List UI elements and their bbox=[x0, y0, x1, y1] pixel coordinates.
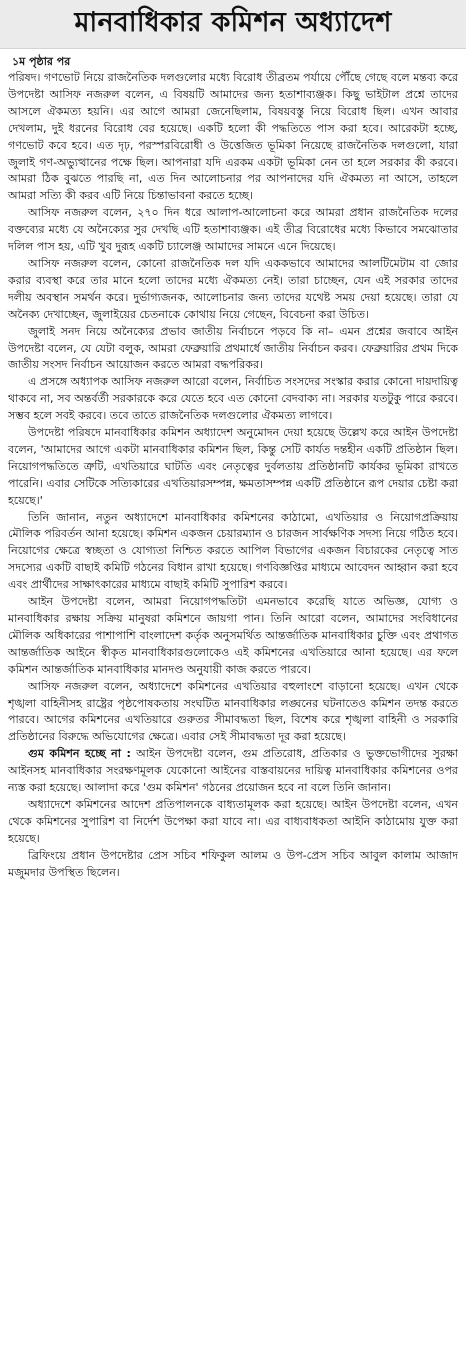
headline: মানবাধিকার কমিশন অধ্যাদেশ bbox=[74, 6, 392, 38]
subheading: গুম কমিশন হচ্ছে না : bbox=[28, 747, 131, 761]
paragraph: অধ্যাদেশে কমিশনের আদেশ প্রতিপালনকে বাধ্যতামূলক করা হয়েছে। আইন উপদেষ্টা বলেন, এখন থেকে কমিশনের সুপারিশ বা নির্দেশ উপেক্ষা করা যাবে না। এর বাধ্যবাধকতা আইনি কাঠামোয় যুক্ত করা হয়েছে। bbox=[8, 797, 458, 845]
paragraph: পরিষদ। গণভোট নিয়ে রাজনৈতিক দলগুলোর মধ্যে বিরোধ তীব্রতম পর্যায়ে পৌঁছে গেছে বলে মন্তব্য করে উপদেষ্টা আসিফ নজরুল বলেন, এ বিষয়টি আমাদের জন্য হতাশাব্যঞ্জক। কিছু ভাইটাল প্রশ্নে তাদের আসলে ঐকমত্য হয়নি। এর আগে আমরা জেনেছিলাম, বিষয়বস্তু নিয়ে বিরোধ ছিল। এখন আবার দেখলাম, দুই ধরনের বিরোধ বের হয়েছে। একটি হলো কী পদ্ধতিতে পাস করা হবে। আরেকটা হচ্ছে, গণভোট কবে হবে। এত দৃঢ়, পরস্পরবিরোধী ও উত্তেজিত ভূমিকা নিয়েছে রাজনৈতিক দলগুলো, যারা জুলাই গণ-অভ্যুত্থানের পক্ষে ছিল। আপনারা যদি এরকম একটা ভূমিকা নেন তা হলে সরকার কী করবে। আমরা ঠিক বুঝতে পারছি না, এত দিন আলোচনার পর আপনাদের যদি ঐকমত্য না আসে, তাহলে আমরা সত্যি কী করব এটি নিয়ে চিন্তাভাবনা করতে হচ্ছে। bbox=[8, 71, 458, 203]
paragraph: জুলাই সনদ নিয়ে অনৈক্যের প্রভাব জাতীয় নির্বাচনে পড়বে কি না– এমন প্রশ্নের জবাবে আইন উপদেষ্টা বলেন, যে যেটা বলুক, আমরা ফেব্রুয়ারি প্রথমার্ধে জাতীয় নির্বাচন করব। ফেব্রুয়ারির প্রথম দিকে জাতীয় সংসদ নির্বাচন আয়োজন করতে আমরা বদ্ধপরিকর। bbox=[8, 324, 458, 372]
paragraph: আসিফ নজরুল বলেন, ২৭০ দিন ধরে আলাপ-আলোচনা করে আমরা প্রধান রাজনৈতিক দলের বক্তব্যের মধ্যে যে অনৈক্যের সুর দেখছি এটি হতাশাব্যঞ্জক। এই তীব্র বিরোধের মধ্যে কিভাবে সমঝোতার দলিল পাস হয়, এটি খুব দুরূহ একটি চ্যালেঞ্জ আমাদের সামনে এনে দিয়েছে। bbox=[8, 206, 458, 254]
paragraph: আসিফ নজরুল বলেন, কোনো রাজনৈতিক দল যদি এককভাবে আমাদের আলটিমেটাম বা জোর করার ব্যবস্থা করে তার মানে হলো তাদের মধ্যে ঐকমত্য নেই। তারা চাচ্ছেন, যেন এই সরকার তাদের দলীয় অবস্থান সমর্থন করে। দুর্ভাগ্যজনক, আলোচনার জন্য তাদের যথেষ্ট সময় দেয়া হয়েছে। তারা যে অনৈক্য দেখাচ্ছেন, জুলাইয়ের চেতনাকে কোথায় নিয়ে গেছেন, বিবেচনা করা উচিত। bbox=[8, 256, 458, 321]
paragraph: আইন উপদেষ্টা বলেন, আমরা নিয়োগপদ্ধতিটা এমনভাবে করেছি যাতে অভিজ্ঞ, যোগ্য ও মানবাধিকার রক্ষায় সক্রিয় মানুষরা কমিশনে জায়গা পান। তিনি আরো বলেন, আমাদের সংবিধানের মৌলিক অধিকারের পাশাপাশি বাংলাদেশ কর্তৃক অনুসমর্থিত আন্তর্জাতিক মানবাধিকার চুক্তি এবং প্রথাগত আন্তর্জাতিক আইনে স্বীকৃত মানবাধিকারগুলোকেও এই কমিশনের এখতিয়ারে আনা হয়েছে। এর ফলে কমিশন আন্তর্জাতিক মানবাধিকার মানদণ্ড অনুযায়ী কাজ করতে পারবে। bbox=[8, 595, 458, 676]
paragraph: উপদেষ্টা পরিষদে মানবাধিকার কমিশন অধ্যাদেশ অনুমোদন দেয়া হয়েছে উল্লেখ করে আইন উপদেষ্টা বলেন, 'আমাদের আগে একটা মানবাধিকার কমিশন ছিল, কিন্তু সেটি কার্যত দন্তহীন একটি প্রতিষ্ঠান ছিল। নিয়োগপদ্ধতিতে ত্রুটি, এখতিয়ারে ঘাটতি এবং নেতৃত্বের দুর্বলতায় প্রতিষ্ঠানটি কার্যকর ভূমিকা রাখতে পারেনি। এবার সেটিকে সত্যিকারের এখতিয়ারসম্পন্ন, ক্ষমতাসম্পন্ন একটি প্রতিষ্ঠানে রূপ দেয়ার চেষ্টা করা হয়েছে।' bbox=[8, 426, 458, 507]
article-body bbox=[8, 70, 458, 882]
paragraph: তিনি জানান, নতুন অধ্যাদেশে মানবাধিকার কমিশনের কাঠামো, এখতিয়ার ও নিয়োগপ্রক্রিয়ায় মৌলিক পরিবর্তন আনা হয়েছে। কমিশন একজন চেয়ারম্যান ও চারজন সার্বক্ষণিক সদস্য নিয়ে গঠিত হবে। নিয়োগের ক্ষেত্রে স্বচ্ছতা ও যোগ্যতা নিশ্চিত করতে আপিল বিভাগের একজন বিচারকের নেতৃত্বে সাত সদস্যের একটি বাছাই কমিটি গঠনের বিধান রাখা হয়েছে। গণবিজ্ঞপ্তির মাধ্যমে আবেদন আহ্বান করা হবে এবং প্রার্থীদের সাক্ষাৎকারের মাধ্যমে বাছাই কমিটি সুপারিশ করবে। bbox=[8, 510, 458, 592]
paragraph-text: আইন উপদেষ্টা বলেন, গুম প্রতিরোধ, প্রতিকার ও ভুক্তভোগীদের সুরক্ষা আইনসহ মানবাধিকার সংরক্ষণমূলক যেকোনো আইনের বাস্তবায়নের দায়িত্ব মানবাধিকার কমিশনের ওপর ন্যস্ত করা হয়েছে। আলাদা করে 'গুম কমিশন' গঠনের প্রয়োজন হবে না বলে তিনি জানান। bbox=[8, 747, 458, 795]
paragraph: আসিফ নজরুল বলেন, অধ্যাদেশে কমিশনের এখতিয়ার বহুলাংশে বাড়ানো হয়েছে। এখন থেকে শৃঙ্খলা বাহিনীসহ রাষ্ট্রের পৃষ্ঠপোষকতায় সংঘটিত মানবাধিকার লঙ্ঘনের ঘটনাতেও কমিশন তদন্ত করতে পারবে। আগের কমিশনের এখতিয়ারে গুরুতর সীমাবদ্ধতা ছিল, বিশেষ করে শৃঙ্খলা বাহিনী ও সরকারি প্রতিষ্ঠানের বিরুদ্ধে অভিযোগের ক্ষেত্রে। এবার সেই সীমাবদ্ধতা দূর করা হয়েছে। bbox=[8, 679, 458, 744]
continued-from-label: ১ম পৃষ্ঠার পর bbox=[12, 55, 71, 68]
headline-bar bbox=[0, 0, 466, 49]
paragraph: এ প্রসঙ্গে অধ্যাপক আসিফ নজরুল আরো বলেন, নির্বাচিত সংসদের সংস্কার করার কোনো দায়দায়িত্ব থাকবে না, সব অন্তর্বর্তী সরকারকে করে যেতে হবে এত কোনো বেদবাক্য না। সরকার যতটুকু পারে করবে। সম্ভব হলে সবই করবে। তবে তাতে রাজনৈতিক দলগুলোর ঐকমত্য লাগবে। bbox=[8, 375, 458, 423]
paragraph: ব্রিফিংয়ে প্রধান উপদেষ্টার প্রেস সচিব শফিকুল আলম ও উপ-প্রেস সচিব আবুল কালাম আজাদ মজুমদার উপস্থিত ছিলেন। bbox=[8, 848, 458, 879]
paragraph-with-subheading bbox=[8, 746, 458, 797]
